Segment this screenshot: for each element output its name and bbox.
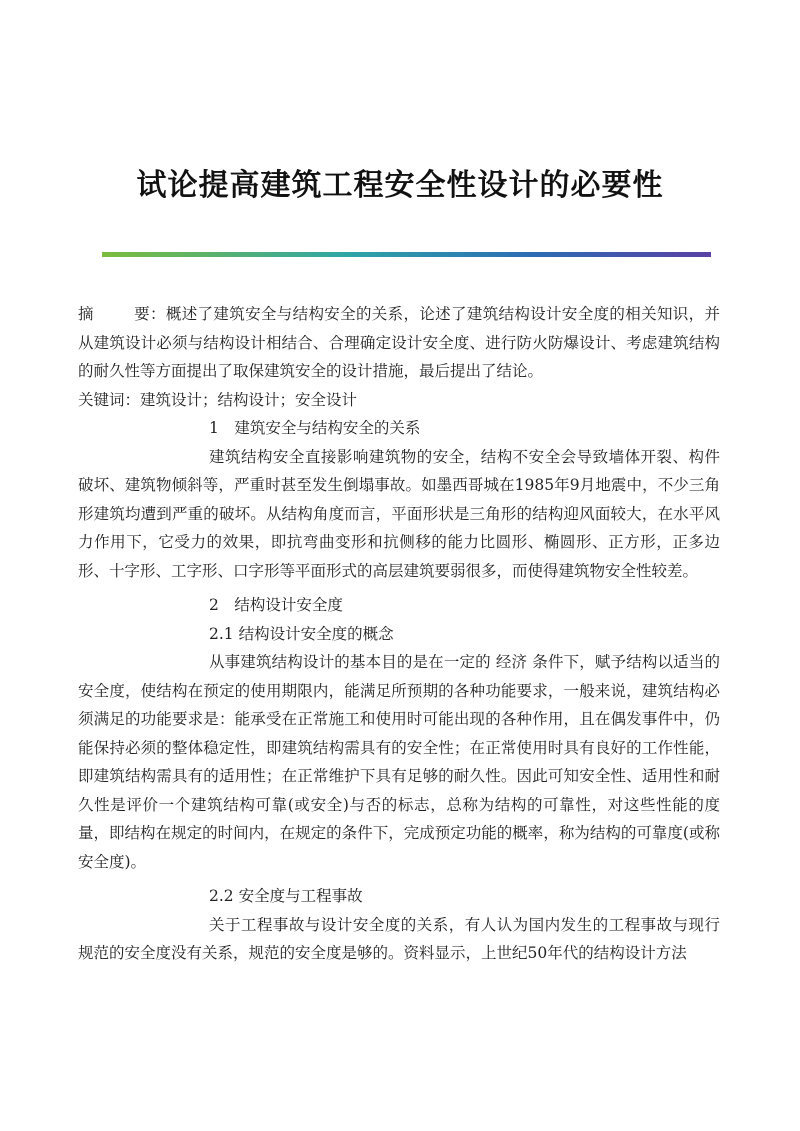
section-1-heading: 1 建筑安全与结构安全的关系 [209,419,421,437]
title-divider [102,252,711,257]
keywords: 关键词：建筑设计；结构设计；安全设计 [78,390,358,409]
abstract-text: 概述了建筑安全与结构安全的关系，论述了建筑结构设计安全度的相关知识，并从建筑设计必须与结构设计相结合、合理确定设计安全度、进行防火防爆设计、考虑建筑结构的耐久性等方面提出了取保建筑安全的设计措施，最后提出了结论。 [78,305,720,380]
document-title: 试论提高建筑工程安全性设计的必要性 [136,168,664,203]
section-2-heading: 2 结构设计安全度 [209,596,343,614]
document-body [78,300,720,968]
abstract-label-2: 要： [133,305,166,323]
section-2-2-paragraph: 关于工程事故与设计安全度的关系，有人认为国内发生的工程事故与现行规范的安全度没有关系，规范的安全度是够的。资料显示，上世纪50年代的结构设计方法 [78,915,720,962]
abstract-paragraph [78,300,720,386]
section-2-1-paragraph: 从事建筑结构设计的基本目的是在一定的 经济 条件下，赋予结构以适当的安全度，使结构在预定的使用期限内，能满足所预期的各种功能要求，一般来说，建筑结构必须满足的功能要求是：能承受在正常施工和使用时可能出现的各种作用，且在偶发事件中，仍能保持必须的整体稳定性，即建筑结构需具有的安全性；在正常使用时具有良好的工作性能，即建筑结构需具有的适用性；在正常维护下具有足够的耐久性。因此可知安全性、适用性和耐久性是评价一个建筑结构可靠(或安全)与否的标志，总称为结构的可靠性，对这些性能的度量，即结构在规定的时间内，在规定的条件下，完成预定功能的概率，称为结构的可靠度(或称安全度)。 [78,653,720,871]
abstract-label-1: 摘 [78,305,94,323]
section-2-1-heading: 2.1 结构设计安全度的概念 [209,624,394,643]
section-2-2-heading: 2.2 安全度与工程事故 [209,887,363,905]
section-1-paragraph: 建筑结构安全直接影响建筑物的安全，结构不安全会导致墙体开裂、构件破坏、建筑物倾斜等，严重时甚至发生倒塌事故。如墨西哥城在1985年9月地震中，不少三角形建筑均遭到严重的破坏。从结构角度而言，平面形状是三角形的结构迎风面较大，在水平风力作用下，它受力的效果，即抗弯曲变形和抗侧移的能力比圆形、椭圆形、正方形，正多边形、十字形、工字形、口字形等平面形式的高层建筑要弱很多，而使得建筑物安全性较差。 [78,447,720,580]
